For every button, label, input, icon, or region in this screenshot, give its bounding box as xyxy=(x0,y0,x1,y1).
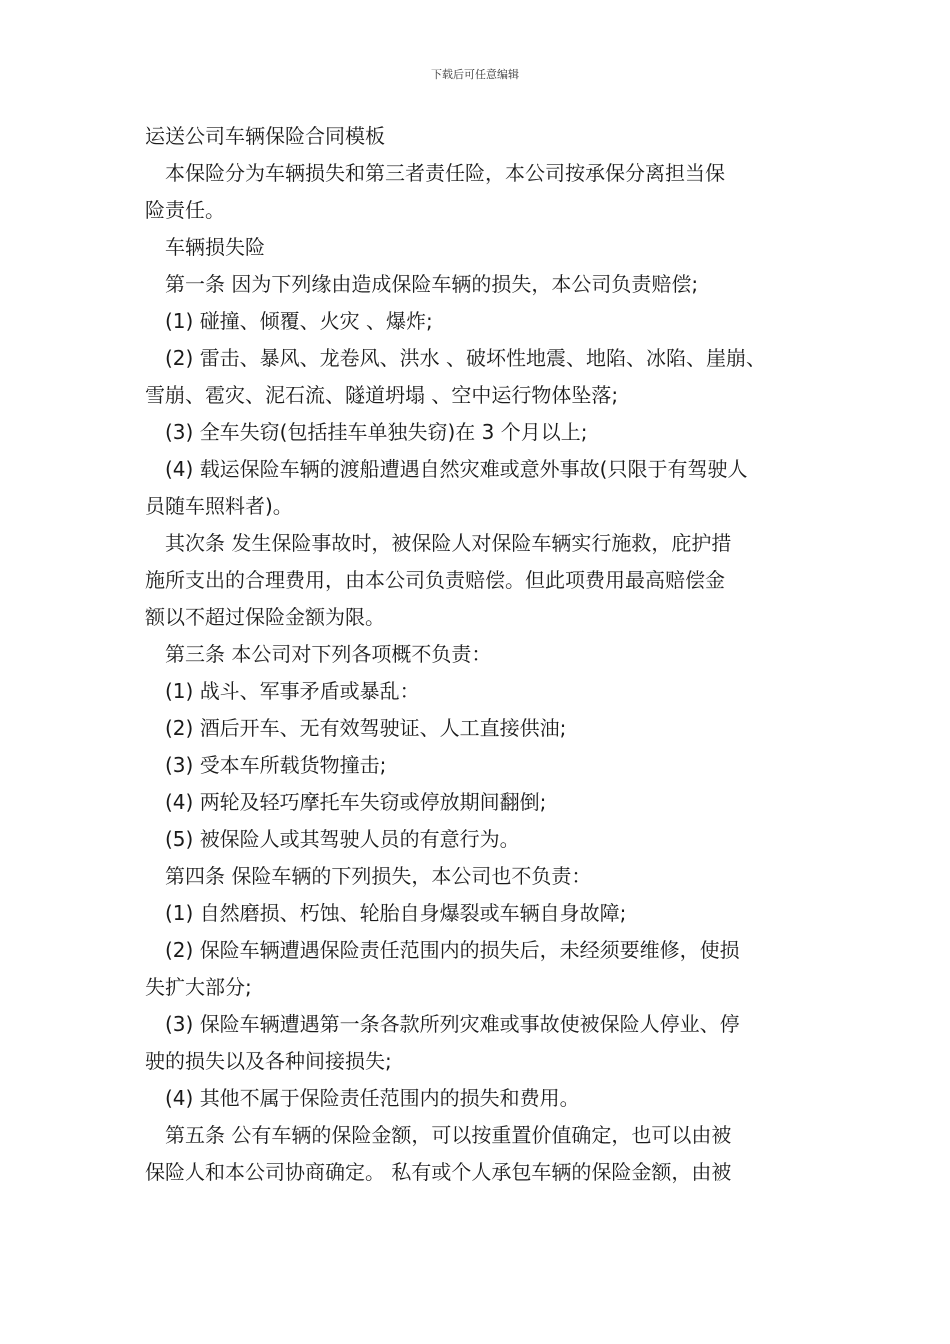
document-title: 运送公司车辆保险合同模板 xyxy=(145,124,385,148)
article-line: 第四条 保险车辆的下列损失，本公司也不负责： xyxy=(165,864,592,888)
list-item-continuation: 驶的损失以及各种间接损失; xyxy=(145,1049,392,1073)
list-item: (3) 保险车辆遭遇第一条各款所列灾难或事故使被保险人停业、停 xyxy=(165,1012,740,1036)
list-item-continuation: 雪崩、雹灾、泥石流、隧道坍塌 、空中运行物体坠落; xyxy=(145,383,619,407)
list-item: (3) 全车失窃(包括挂车单独失窃)在 3 个月以上; xyxy=(165,420,588,444)
list-item: (1) 碰撞、倾覆、火灾 、爆炸; xyxy=(165,309,433,333)
list-item: (5) 被保险人或其驾驶人员的有意行为。 xyxy=(165,827,520,851)
list-item-continuation: 员随车照料者)。 xyxy=(145,494,293,518)
article-line: 第五条 公有车辆的保险金额，可以按重置价值确定，也可以由被 xyxy=(165,1123,732,1147)
list-item: (1) 自然磨损、朽蚀、轮胎自身爆裂或车辆自身故障; xyxy=(165,901,627,925)
article-line: 第三条 本公司对下列各项概不负责： xyxy=(165,642,492,666)
article-line: 第一条 因为下列缘由造成保险车辆的损失，本公司负责赔偿; xyxy=(165,272,699,296)
list-item: (4) 载运保险车辆的渡船遭遇自然灾难或意外事故(只限于有驾驶人 xyxy=(165,457,748,481)
article-continuation: 额以不超过保险金额为限。 xyxy=(145,605,385,629)
list-item: (3) 受本车所载货物撞击; xyxy=(165,753,387,777)
list-item: (2) 酒后开车、无有效驾驶证、人工直接供油; xyxy=(165,716,567,740)
page-header: 下载后可任意编辑 xyxy=(431,68,519,81)
paragraph-line: 本保险分为车辆损失和第三者责任险，本公司按承保分离担当保 xyxy=(165,161,725,185)
list-item-continuation: 失扩大部分; xyxy=(145,975,252,999)
article-continuation: 施所支出的合理费用，由本公司负责赔偿。但此项费用最高赔偿金 xyxy=(145,568,725,592)
paragraph-line: 险责任。 xyxy=(145,198,225,222)
article-line: 其次条 发生保险事故时，被保险人对保险车辆实行施救，庇护措 xyxy=(165,531,732,555)
list-item: (2) 雷击、暴风、龙卷风、洪水 、破坏性地震、地陷、冰陷、崖崩、 xyxy=(165,346,767,370)
list-item: (2) 保险车辆遭遇保险责任范围内的损失后，未经须要维修，使损 xyxy=(165,938,740,962)
document-body xyxy=(145,118,825,1191)
list-item: (4) 其他不属于保险责任范围内的损失和费用。 xyxy=(165,1086,580,1110)
section-heading: 车辆损失险 xyxy=(165,235,265,259)
article-continuation: 保险人和本公司协商确定。 私有或个人承包车辆的保险金额，由被 xyxy=(145,1160,732,1184)
list-item: (4) 两轮及轻巧摩托车失窃或停放期间翻倒; xyxy=(165,790,547,814)
list-item: (1) 战斗、军事矛盾或暴乱： xyxy=(165,679,420,703)
